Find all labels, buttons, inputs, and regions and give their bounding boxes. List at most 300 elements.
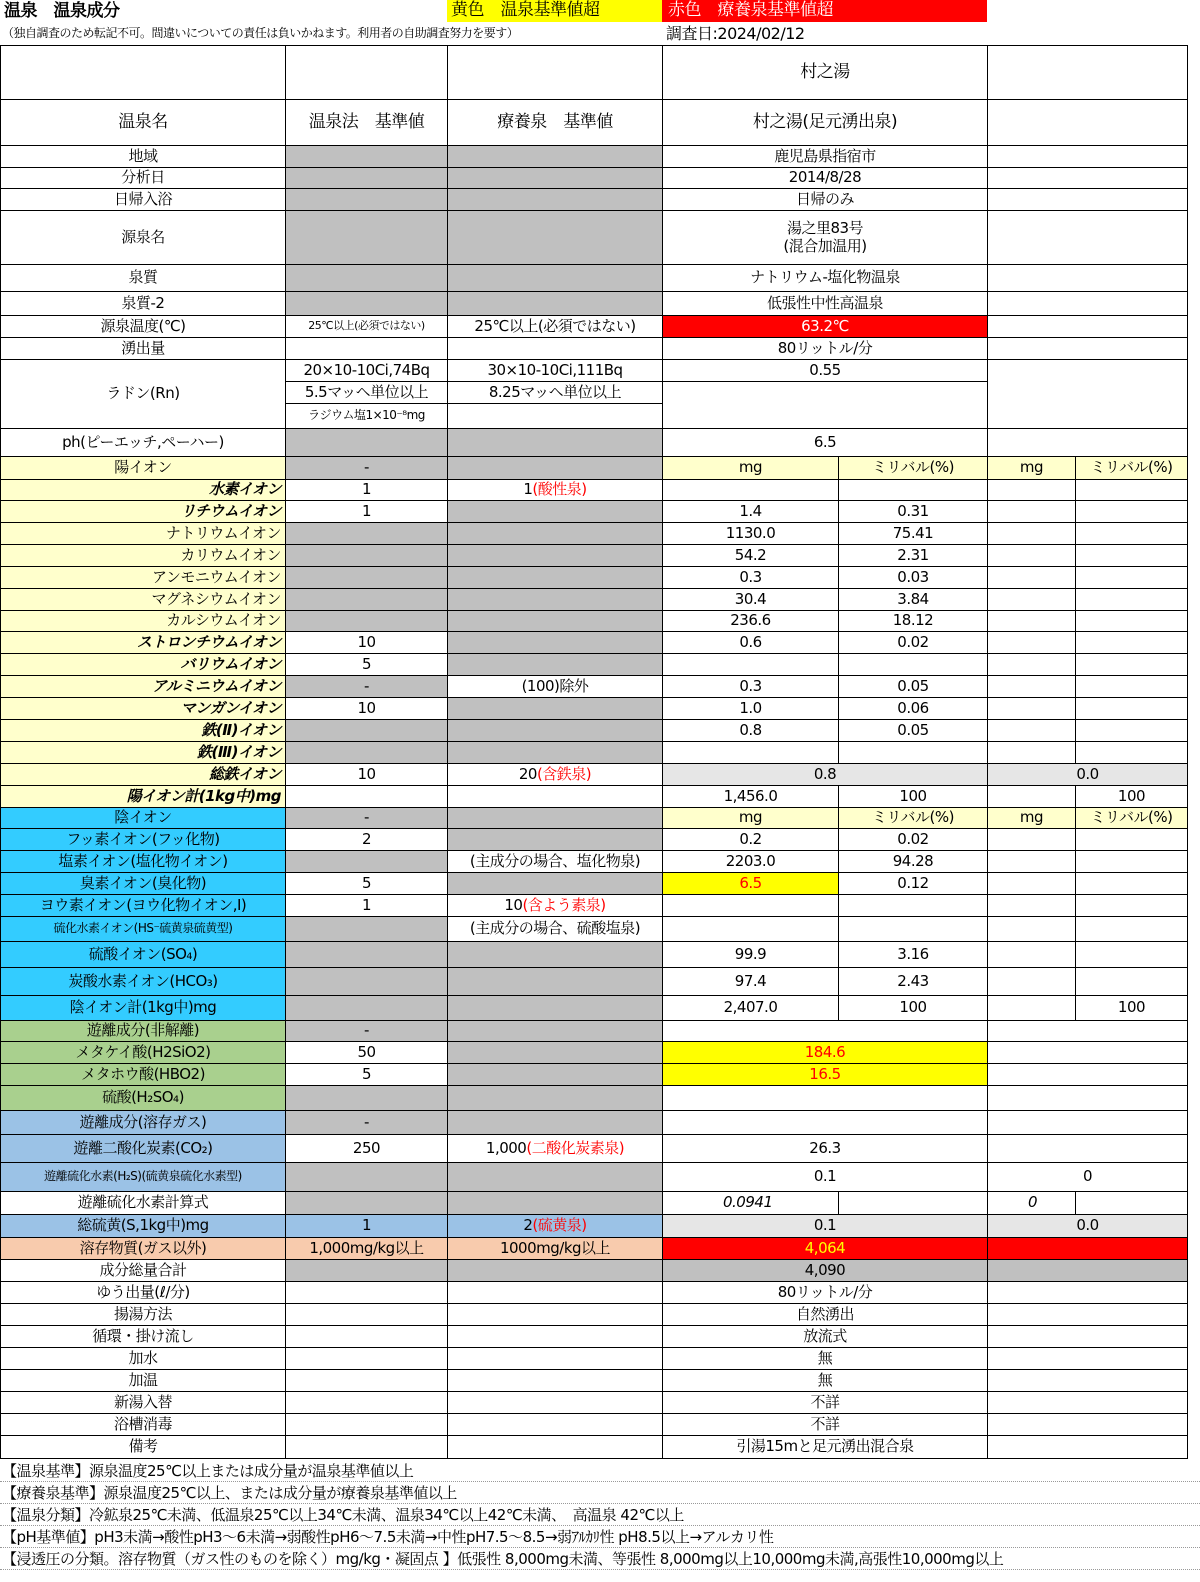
std2-flow <box>448 338 663 360</box>
spring-circulation <box>663 1326 988 1348</box>
std2-analysis_date <box>448 168 663 189</box>
spring-temp <box>663 316 988 338</box>
spring-fe-total-text: 0.8 <box>813 764 837 783</box>
std2-br <box>448 873 663 895</box>
extra-source <box>988 211 1188 265</box>
extra-i-mg <box>988 895 1076 917</box>
row-label-co2-text: 遊離二酸化炭素(CO₂) <box>73 1138 213 1157</box>
spring-water_added-text: 無 <box>817 1348 833 1367</box>
row-label-day_trip-text: 日帰入浴 <box>113 189 172 208</box>
spring-cation-total-mg <box>663 786 839 808</box>
std2-heating <box>448 1370 663 1392</box>
extra-ph <box>988 429 1188 457</box>
std1-method <box>286 1304 448 1326</box>
row-label-analysis_date-text: 分析日 <box>121 168 165 187</box>
extra-nh4-mg <box>988 567 1076 589</box>
extra-anion-total-mval <box>1076 996 1188 1021</box>
std2-h-note: (酸性泉) <box>532 480 587 499</box>
std1-free-nonion-text: - <box>364 1021 369 1040</box>
std2-ph <box>448 429 663 457</box>
row-label-yield <box>0 1282 286 1304</box>
std1-so4 <box>286 942 448 968</box>
row-label-al <box>0 676 286 698</box>
spring-k-mg-text: 54.2 <box>734 545 767 564</box>
std2-radon-2-text: 8.25マッヘ単位以上 <box>488 382 622 401</box>
extra-temp <box>988 316 1188 338</box>
std2-yield <box>448 1282 663 1304</box>
row-label-method-text: 揚湯方法 <box>113 1304 172 1323</box>
std1-cation-total <box>286 786 448 808</box>
std1-temp-text: 25℃以上(必須ではない) <box>308 319 425 333</box>
std1-hco3 <box>286 968 448 996</box>
std2-source <box>448 211 663 265</box>
spring-h2s-formula-2 <box>839 1192 988 1215</box>
std2-co2-note: (二酸化炭素泉) <box>526 1138 625 1157</box>
row-label-ba-text: バリウムイオン <box>180 654 281 673</box>
column-header-spring <box>663 100 988 146</box>
spring-co2 <box>663 1135 988 1163</box>
row-label-ba <box>0 654 286 676</box>
std2-i <box>448 895 663 917</box>
row-label-free-nonion <box>0 1021 286 1042</box>
row-label-renewal <box>0 1392 286 1414</box>
column-header-spring-text: 村之湯(足元湧出泉) <box>752 111 898 132</box>
spring-mg-mval-text: 3.84 <box>897 589 929 608</box>
spring-source <box>663 211 988 265</box>
spring-f-mval <box>839 829 988 851</box>
std1-sr <box>286 632 448 654</box>
std2-cl-text: (主成分の場合、塩化物泉) <box>469 851 641 870</box>
spring-region-text: 鹿児島県指宿市 <box>774 146 876 165</box>
row-label-hbo2-text: メタホウ酸(HBO2) <box>81 1064 205 1083</box>
std2-fe-total-note: (含鉄泉) <box>536 764 592 783</box>
std1-ph <box>286 429 448 457</box>
row-label-cl-text: 塩素イオン(塩化物イオン) <box>58 851 228 870</box>
extra-hco3-mg <box>988 968 1076 996</box>
std1-nh4 <box>286 567 448 589</box>
std2-co2-text: 1,000 <box>485 1138 527 1157</box>
spring-ba-mg <box>663 654 839 676</box>
std2-al <box>448 676 663 698</box>
unit-mg <box>663 457 839 480</box>
spring-quality <box>663 265 988 292</box>
spring-fe3-mval <box>839 742 988 764</box>
extra-analysis_date <box>988 168 1188 189</box>
spring-co2-text: 26.3 <box>809 1138 841 1157</box>
footnote-line: 【療養泉基準】源泉温度25℃以上、または成分量が療養泉基準値以上 <box>0 1482 1200 1504</box>
spring-na-mg <box>663 523 839 545</box>
spring-anion-total-mg <box>663 996 839 1021</box>
spring-li-mval-text: 0.31 <box>897 501 929 520</box>
row-label-ca-text: カルシウムイオン <box>166 611 281 630</box>
std1-li <box>286 501 448 523</box>
spring-disinfection-text: 不詳 <box>810 1414 840 1433</box>
row-label-radon <box>0 360 286 429</box>
extra-ca-mg <box>988 611 1076 632</box>
extra-sulfur-total-text: 0.0 <box>1076 1216 1099 1235</box>
spring-cl-mg-text: 2203.0 <box>725 851 776 870</box>
std1-ca <box>286 611 448 632</box>
column-header-std1 <box>286 100 448 146</box>
row-label-i-text: ヨウ素イオン(ヨウ化物イオン,I) <box>39 895 247 914</box>
std1-na <box>286 523 448 545</box>
row-label-hbo2 <box>0 1064 286 1086</box>
spring-anion-total-mval <box>839 996 988 1021</box>
extra-h2s <box>988 1163 1188 1192</box>
spring-disinfection <box>663 1414 988 1436</box>
spring-li-mg-text: 1.4 <box>739 501 762 520</box>
spring-f-mg-text: 0.2 <box>739 829 762 848</box>
std1-quality <box>286 265 448 292</box>
spring-sulfur-total-text: 0.1 <box>813 1216 837 1235</box>
row-label-flow-text: 湧出量 <box>121 338 165 357</box>
row-label-day_trip <box>0 189 286 211</box>
spring-ca-mval-text: 18.12 <box>892 611 934 630</box>
std2-day_trip <box>448 189 663 211</box>
spring-fe3-mg <box>663 742 839 764</box>
std1-free-gas-text: - <box>364 1112 369 1131</box>
std2-free-nonion <box>448 1021 663 1042</box>
row-label-heating <box>0 1370 286 1392</box>
spring-radon-2 <box>663 382 988 429</box>
std1-free-gas <box>286 1111 448 1135</box>
notice-text: （独自調査のため転記不可。間違いについての責任は負いかねます。利用者の自助調査努力を要す） <box>2 26 519 41</box>
row-label-grand-total <box>0 1260 286 1282</box>
extra-so4-mg <box>988 942 1076 968</box>
row-label-i <box>0 895 286 917</box>
extra-day_trip <box>988 189 1188 211</box>
std1-h-text: 1 <box>361 480 372 499</box>
std1-analysis_date <box>286 168 448 189</box>
std2-co2 <box>448 1135 663 1163</box>
std1-fe-total <box>286 764 448 786</box>
std1-cation-text: - <box>364 458 369 477</box>
blank-cell <box>448 45 663 100</box>
std1-i-text: 1 <box>361 895 372 914</box>
std2-method <box>448 1304 663 1326</box>
anion-unit-mg-text: mg <box>738 808 763 827</box>
page-title: 温泉 温泉成分 <box>4 1 120 22</box>
row-label-na-text: ナトリウムイオン <box>165 523 281 542</box>
extra-al-mg <box>988 676 1076 698</box>
extra-unit-mval <box>1076 457 1188 480</box>
blank-cell <box>988 45 1188 100</box>
spring-ca-mg-text: 236.6 <box>730 611 771 630</box>
extra-heating <box>988 1370 1188 1392</box>
row-label-sr-text: ストロンチウムイオン <box>136 632 281 651</box>
row-label-cation-text: 陽イオン <box>114 458 172 477</box>
row-label-remarks-text: 備考 <box>128 1437 158 1456</box>
spring-quality2 <box>663 292 988 316</box>
std2-ca <box>448 611 663 632</box>
spring-al-mval <box>839 676 988 698</box>
spring-cl-mval <box>839 851 988 873</box>
row-label-hco3-text: 炭酸水素イオン(HCO₃) <box>68 971 218 990</box>
std2-h2s-formula <box>448 1192 663 1215</box>
extra-mg-mg <box>988 589 1076 611</box>
row-label-co2 <box>0 1135 286 1163</box>
spring-sr-mg <box>663 632 839 654</box>
anion-unit-mval <box>839 808 988 829</box>
std1-solids-text: 1,000mg/kg以上 <box>309 1238 424 1257</box>
std2-i-note: (含よう素泉) <box>522 895 606 914</box>
row-label-temp <box>0 316 286 338</box>
row-label-hs-text: 硫化水素イオン(HS⁻硫黄泉硫黄型) <box>53 921 233 936</box>
row-label-al-text: アルミニウムイオン <box>151 676 281 695</box>
spring-radon-text: 0.55 <box>809 360 841 379</box>
row-label-h2s-text: 遊離硫化水素(H₂S)(硫黄泉硫化水素型) <box>44 1169 242 1184</box>
legend-yellow: 黄色 温泉基準値超 <box>447 0 662 22</box>
spring-yield <box>663 1282 988 1304</box>
extra-hs-mval <box>1076 917 1188 942</box>
std2-fe-total-text: 20 <box>518 764 537 783</box>
footnote-line: 【浸透圧の分類。溶存物質（ガス性のものを除く）mg/kg・凝固点 】低張性 8,000mg未満、等張性 8,000mg以上10,000mg未満,高張性10,000mg以上 <box>0 1548 1200 1570</box>
spring-grand-total <box>663 1260 988 1282</box>
spring-flow <box>663 338 988 360</box>
row-label-method <box>0 1304 286 1326</box>
extra-na-mg <box>988 523 1076 545</box>
row-label-sulfur-total <box>0 1215 286 1238</box>
spring-region <box>663 146 988 168</box>
std1-ba <box>286 654 448 676</box>
spring-ph-text: 6.5 <box>813 432 837 451</box>
spring-nh4-mval-text: 0.03 <box>897 567 929 586</box>
std1-yield <box>286 1282 448 1304</box>
std1-solids <box>286 1238 448 1260</box>
spring-hco3-mg-text: 97.4 <box>734 971 767 990</box>
spring-ca-mval <box>839 611 988 632</box>
row-label-temp-text: 源泉温度(℃) <box>100 316 186 335</box>
row-label-source <box>0 211 286 265</box>
spring-mg-mg-text: 30.4 <box>734 589 767 608</box>
extra-h2s-text: 0 <box>1082 1167 1093 1186</box>
std1-water_added <box>286 1348 448 1370</box>
spring-fe-total <box>663 764 988 786</box>
std1-radon-1 <box>286 360 448 382</box>
spring-circulation-text: 放流式 <box>803 1326 847 1345</box>
spring-al-mg <box>663 676 839 698</box>
column-header-std2-text: 療養泉 基準値 <box>497 111 613 132</box>
spring-day_trip <box>663 189 988 211</box>
std1-sulfur-total-text: 1 <box>361 1216 372 1235</box>
spring-water_added <box>663 1348 988 1370</box>
spring-hs-mg <box>663 917 839 942</box>
spring-h-mg <box>663 480 839 501</box>
std2-disinfection <box>448 1414 663 1436</box>
row-label-circulation <box>0 1326 286 1348</box>
spring-f-mval-text: 0.02 <box>897 829 929 848</box>
spring-al-mg-text: 0.3 <box>739 676 762 695</box>
std1-remarks <box>286 1436 448 1459</box>
std1-f <box>286 829 448 851</box>
row-label-heating-text: 加温 <box>128 1370 158 1389</box>
extra-f-mg <box>988 829 1076 851</box>
row-label-h <box>0 480 286 501</box>
spring-hbo2 <box>663 1064 988 1086</box>
spring-renewal <box>663 1392 988 1414</box>
std2-fe-total <box>448 764 663 786</box>
extra-anion-total-mval-text: 100 <box>1117 998 1146 1017</box>
spring-h2sio3-text: 184.6 <box>804 1042 846 1061</box>
spring-grand-total-text: 4,090 <box>804 1260 846 1279</box>
extra-fe-total-text: 0.0 <box>1076 764 1099 783</box>
std2-region <box>448 146 663 168</box>
row-label-radon-text: ラドン(Rn) <box>106 384 180 403</box>
spring-flow-text: 80リットル/分 <box>777 338 873 357</box>
std2-cation-total <box>448 786 663 808</box>
row-label-cation <box>0 457 286 480</box>
extra-solids <box>988 1238 1188 1260</box>
spring-so4-mval-text: 3.16 <box>897 944 929 963</box>
row-label-fe3-text: 鉄(Ⅲ)イオン <box>197 742 281 761</box>
extra-fe3-mval <box>1076 742 1188 764</box>
row-label-br-text: 臭素イオン(臭化物) <box>79 873 207 892</box>
std1-li-text: 1 <box>361 501 372 520</box>
std1-f-text: 2 <box>361 829 372 848</box>
row-label-mg <box>0 589 286 611</box>
std1-h <box>286 480 448 501</box>
spring-nh4-mg <box>663 567 839 589</box>
row-label-source-text: 源泉名 <box>121 227 165 246</box>
row-label-so4 <box>0 942 286 968</box>
extra-cation-total-mval <box>1076 786 1188 808</box>
spring-day_trip-text: 日帰のみ <box>795 189 854 208</box>
spring-cation-total-mg-text: 1,456.0 <box>723 786 778 805</box>
row-label-li <box>0 501 286 523</box>
spring-sulfur-total <box>663 1215 988 1238</box>
spring-i-mg <box>663 895 839 917</box>
std1-circulation <box>286 1326 448 1348</box>
extra-yield <box>988 1282 1188 1304</box>
row-label-quality2 <box>0 292 286 316</box>
row-label-k <box>0 545 286 567</box>
extra-na-mval <box>1076 523 1188 545</box>
row-label-hs <box>0 917 286 942</box>
spring-br-mg <box>663 873 839 895</box>
extra-h2sio3 <box>988 1042 1188 1064</box>
std2-h2so4 <box>448 1086 663 1111</box>
spring-renewal-text: 不詳 <box>810 1392 840 1411</box>
row-label-quality-text: 泉質 <box>128 268 158 287</box>
extra-k-mval <box>1076 545 1188 567</box>
row-label-li-text: リチウムイオン <box>180 501 281 520</box>
std2-remarks <box>448 1436 663 1459</box>
extra-fe2-mg <box>988 720 1076 742</box>
std1-h2sio3-text: 50 <box>357 1042 376 1061</box>
std2-quality <box>448 265 663 292</box>
row-label-f-text: フッ素イオン(フッ化物) <box>66 829 220 848</box>
spring-yield-text: 80リットル/分 <box>777 1282 873 1301</box>
extra-h2s-formula-text: 0 <box>1028 1193 1038 1212</box>
extra-i-mval <box>1076 895 1188 917</box>
extra-method <box>988 1304 1188 1326</box>
column-header-name-text: 温泉名 <box>118 111 168 132</box>
std2-anion-total <box>448 996 663 1021</box>
row-label-mg-text: マグネシウムイオン <box>151 589 281 608</box>
std1-fe3 <box>286 742 448 764</box>
extra-anion-total-mg <box>988 996 1076 1021</box>
extra-k-mg <box>988 545 1076 567</box>
spring-na-mval <box>839 523 988 545</box>
spring-h2s <box>663 1163 988 1192</box>
std1-fe2 <box>286 720 448 742</box>
std2-fe2 <box>448 720 663 742</box>
row-label-mn-text: マンガンイオン <box>180 698 281 717</box>
extra-quality <box>988 265 1188 292</box>
column-header-std2 <box>448 100 663 146</box>
spring-nh4-mg-text: 0.3 <box>739 567 762 586</box>
std1-source <box>286 211 448 265</box>
spring-radon <box>663 360 988 382</box>
std1-radon-2 <box>286 382 448 404</box>
std1-ba-text: 5 <box>361 654 372 673</box>
std2-f <box>448 829 663 851</box>
spring-anion-total-mg-text: 2,407.0 <box>723 998 778 1017</box>
std2-li <box>448 501 663 523</box>
spring-k-mval-text: 2.31 <box>897 545 929 564</box>
std1-mg <box>286 589 448 611</box>
spring-al-mval-text: 0.05 <box>897 676 929 695</box>
std1-al <box>286 676 448 698</box>
std1-day_trip <box>286 189 448 211</box>
spring-solids <box>663 1238 988 1260</box>
spring-fe2-mg <box>663 720 839 742</box>
unit-mval-text: ミリバル(%) <box>871 458 954 477</box>
spring-source-note: (混合加温用) <box>783 236 867 255</box>
std2-hbo2 <box>448 1064 663 1086</box>
row-label-br <box>0 873 286 895</box>
std1-i <box>286 895 448 917</box>
extra-sr-mval <box>1076 632 1188 654</box>
std1-radon-3 <box>286 404 448 429</box>
row-label-f <box>0 829 286 851</box>
row-label-water_added <box>0 1348 286 1370</box>
extra-remarks <box>988 1436 1188 1459</box>
row-label-flow <box>0 338 286 360</box>
row-label-renewal-text: 新湯入替 <box>113 1392 172 1411</box>
spring-fe2-mval-text: 0.05 <box>897 720 929 739</box>
spring-li-mval <box>839 501 988 523</box>
legend-red: 赤色 療養泉基準値超 <box>662 0 987 22</box>
extra-unit-mg <box>988 457 1076 480</box>
row-label-anion-total-text: 陰イオン計(1kg中)mg <box>69 998 217 1017</box>
std1-radon-3-text: ラジウム塩1×10⁻⁸mg <box>308 408 425 423</box>
std1-h2so4 <box>286 1086 448 1111</box>
row-label-free-gas-text: 遊離成分(溶存ガス) <box>79 1112 207 1131</box>
spring-nh4-mval <box>839 567 988 589</box>
spring-source-text: 湯之里83号 <box>786 219 864 238</box>
row-label-ca <box>0 611 286 632</box>
spring-k-mg <box>663 545 839 567</box>
spring-so4-mg-text: 99.9 <box>734 944 767 963</box>
std2-temp-text: 25℃以上(必須ではない) <box>474 316 636 335</box>
std2-na <box>448 523 663 545</box>
row-label-h2s <box>0 1163 286 1192</box>
extra-fe-total <box>988 764 1188 786</box>
spring-ph <box>663 429 988 457</box>
row-label-free-gas <box>0 1111 286 1135</box>
std2-h2s <box>448 1163 663 1192</box>
extra-free-nonion <box>988 1021 1188 1042</box>
row-label-h2s-formula-text: 遊離硫化水素計算式 <box>77 1193 209 1212</box>
std1-h2s <box>286 1163 448 1192</box>
spring-ca-mg <box>663 611 839 632</box>
spring-h2s-formula <box>663 1192 839 1215</box>
anion-extra-unit-mg-text: mg <box>1019 808 1044 827</box>
std2-nh4 <box>448 567 663 589</box>
row-label-h-text: 水素イオン <box>208 480 281 499</box>
row-label-solids <box>0 1238 286 1260</box>
